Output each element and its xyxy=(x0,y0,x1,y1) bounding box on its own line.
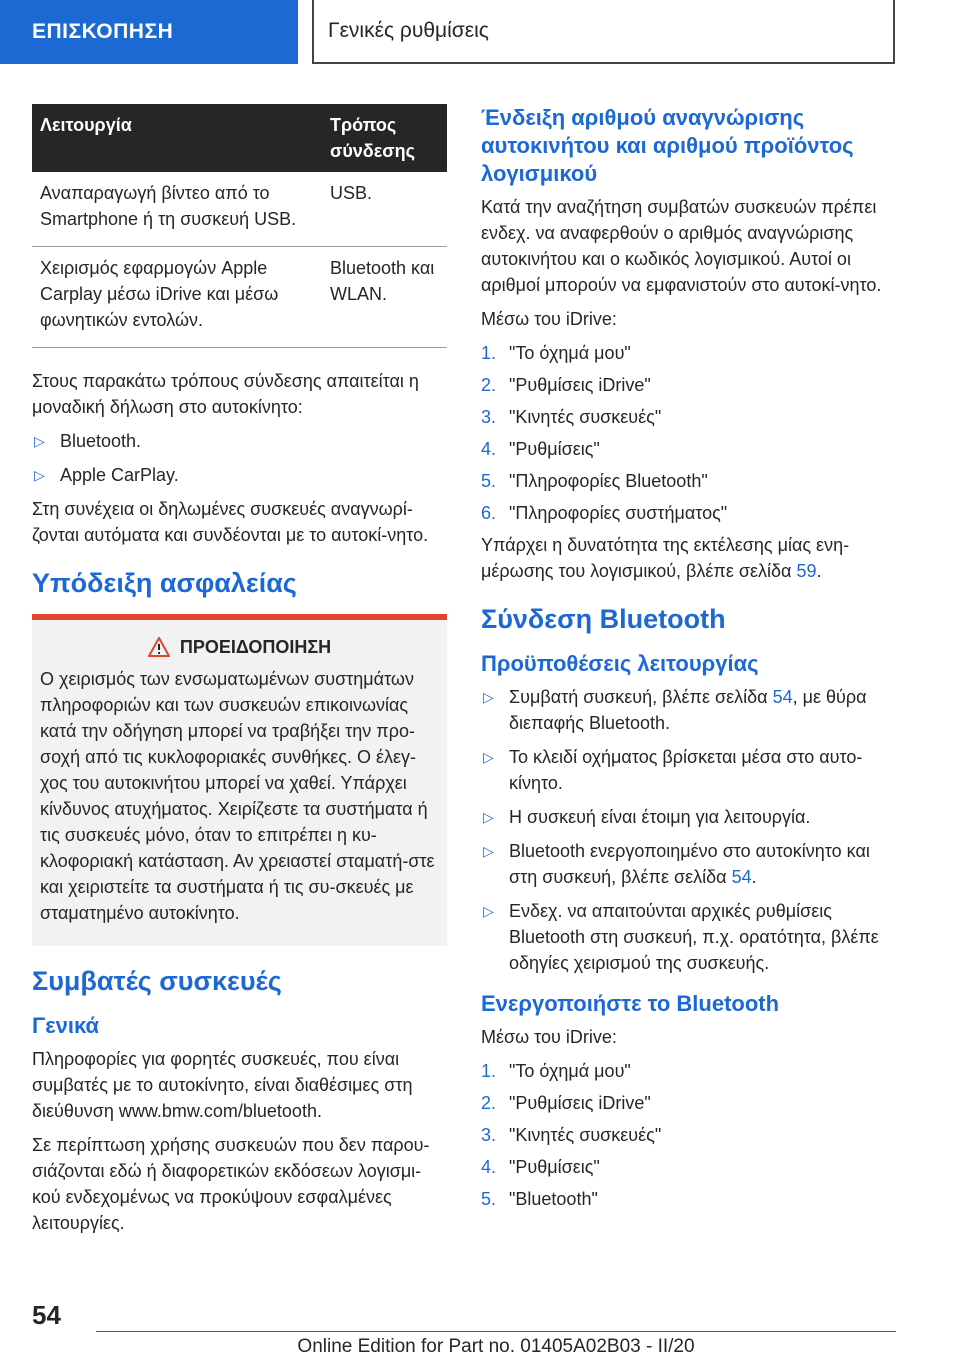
steps-list-1 xyxy=(481,340,896,526)
list-item: 4. "Ρυθμίσεις" xyxy=(481,439,600,459)
list-item: 6. "Πληροφορίες συστήματος" xyxy=(481,503,728,523)
prerequisites-list xyxy=(481,684,896,976)
list-item: 4. "Ρυθμίσεις" xyxy=(481,1157,600,1177)
triangle-bullet-icon: ▷ xyxy=(483,903,494,919)
list-item: ▷ Το κλειδί οχήματος βρίσκεται μέσα στο αυτο-κίνητο. xyxy=(481,744,896,796)
list-item: 2. "Ρυθμίσεις iDrive" xyxy=(481,1093,651,1113)
list-item: 1. "Το όχημά μου" xyxy=(481,1061,631,1081)
activate-bluetooth-heading: Ενεργοποιήστε το Bluetooth xyxy=(481,991,780,1016)
page-link[interactable]: 54 xyxy=(731,867,752,887)
list-item: 3. "Κινητές συσκευές" xyxy=(481,1125,662,1145)
page-link[interactable]: 54 xyxy=(772,687,793,707)
bluetooth-connection-heading: Σύνδεση Bluetooth xyxy=(481,604,726,634)
general-paragraph-2: Σε περίπτωση χρήσης συσκευών που δεν παρου-σιάζονται εδώ ή διαφορετικών εκδόσεων λογισμι-κού ενδεχομένως να προκύψουν εσφαλμένες λειτουργίες. xyxy=(32,1135,430,1233)
triangle-bullet-icon: ▷ xyxy=(483,843,494,859)
table-cell: Bluetooth και WLAN. xyxy=(322,247,447,348)
triangle-bullet-icon: ▷ xyxy=(483,689,494,705)
connection-table xyxy=(32,104,447,348)
id-paragraph: Κατά την αναζήτηση συμβατών συσκευών πρέπει ενδεχ. να αναφερθούν ο αριθμός αναγνώρισης αυτοκινήτου και ο κωδικός λογισμικού. Αυτοί οι αριθμοί μπορούν να εμφανιστούν στο αυτοκί-νητο. xyxy=(481,197,882,295)
list-item: ▷ Συμβατή συσκευή, βλέπε σελίδα 54, με θύρα διεπαφής Bluetooth. xyxy=(481,684,896,736)
page-number: 54 xyxy=(32,1300,61,1330)
steps-list-2 xyxy=(481,1058,896,1212)
list-item: 5. "Bluetooth" xyxy=(481,1189,598,1209)
list-item: ▷ Apple CarPlay. xyxy=(32,462,447,488)
list-item: 3. "Κινητές συσκευές" xyxy=(481,407,662,427)
list-item: ▷ Η συσκευή είναι έτοιμη για λειτουργία. xyxy=(481,804,896,830)
warning-title: ΠΡΟΕΙΔΟΠΟΙΗΣΗ xyxy=(179,637,332,657)
prerequisites-heading: Προϋποθέσεις λειτουργίας xyxy=(481,651,759,676)
via-idrive-label: Μέσω του iDrive: xyxy=(481,309,617,329)
after-paragraph: Στη συνέχεια οι δηλωμένες συσκευές αναγνωρί-ζονται αυτόματα και συνδέονται με το αυτοκί-νητο. xyxy=(32,499,429,545)
table-row xyxy=(32,247,447,348)
intro-paragraph: Στους παρακάτω τρόπους σύνδεσης απαιτείται η μοναδική δήλωση στο αυτοκίνητο: xyxy=(32,371,419,417)
update-paragraph: Υπάρχει η δυνατότητα της εκτέλεσης μίας ενη-μέρωσης του λογισμικού, βλέπε σελίδα 59. xyxy=(481,535,850,581)
connection-list xyxy=(32,428,447,488)
safety-heading: Υπόδειξη ασφαλείας xyxy=(32,568,297,598)
table-row xyxy=(32,172,447,247)
general-heading: Γενικά xyxy=(32,1013,100,1038)
list-item: ▷ Bluetooth. xyxy=(32,428,447,454)
left-column xyxy=(32,104,447,1244)
triangle-bullet-icon: ▷ xyxy=(34,433,45,449)
id-number-heading: Ένδειξη αριθμού αναγνώρισης αυτοκινήτου και αριθμού προϊόντος λογισμικού xyxy=(481,105,854,186)
table-cell: Χειρισμός εφαρμογών Apple Carplay μέσω iDrive και μέσω φωνητικών εντολών. xyxy=(32,247,322,348)
edition-footer: Online Edition for Part no. 01405A02B03 - II/20 xyxy=(297,1336,695,1357)
table-cell: Αναπαραγωγή βίντεο από το Smartphone ή τη συσκευή USB. xyxy=(32,172,322,247)
list-item: ▷ Bluetooth ενεργοποιημένο στο αυτοκίνητο και στη συσκευή, βλέπε σελίδα 54. xyxy=(481,838,896,890)
list-item: 1. "Το όχημά μου" xyxy=(481,343,631,363)
via-idrive-label-2: Μέσω του iDrive: xyxy=(481,1027,617,1047)
page-header-title: Γενικές ρυθμίσεις xyxy=(312,0,895,64)
footer-divider xyxy=(96,1331,896,1332)
compatible-devices-heading: Συμβατές συσκευές xyxy=(32,966,282,996)
general-paragraph-1: Πληροφορίες για φορητές συσκευές, που είναι συμβατές με το αυτοκίνητο, είναι διαθέσιμες στη διεύθυνση www.bmw.com/bluetooth. xyxy=(32,1049,413,1121)
table-header-function: Λειτουργία xyxy=(32,104,322,172)
triangle-bullet-icon: ▷ xyxy=(483,809,494,825)
table-cell: USB. xyxy=(322,172,447,247)
page-link[interactable]: 59 xyxy=(796,561,817,581)
list-item: 5. "Πληροφορίες Bluetooth" xyxy=(481,471,708,491)
warning-box xyxy=(32,614,447,946)
warning-triangle-icon xyxy=(148,637,170,657)
table-header-connection: Τρόπος σύνδεσης xyxy=(322,104,447,172)
right-column xyxy=(481,104,896,1218)
triangle-bullet-icon: ▷ xyxy=(34,467,45,483)
list-item: ▷ Ενδεχ. να απαιτούνται αρχικές ρυθμίσεις Bluetooth στη συσκευή, π.χ. ορατότητα, βλέπε οδηγίες χειρισμού της συσκευής. xyxy=(481,898,896,976)
warning-text: Ο χειρισμός των ενσωματωμένων συστημάτων πληροφοριών και των συσκευών επικοινωνίας κατά την οδήγηση μπορεί να τραβήξει την προ-σοχή από τις κυκλοφοριακές συνθήκες. Ο έλεγ-χος του αυτοκινήτου μπορεί να χαθεί. Υπάρχει κίνδυνος ατυχήματος. Χειρίζεστε τα συστήματα ή τις συσκευές μόνο, όταν το επιτρέπει η κυ-κλοφοριακή κατάσταση. Αν χρειαστεί σταματή-στε και χειριστείτε τα συστήματα ή τις συ-σκευές με σταματημένο αυτοκίνητο. xyxy=(40,669,435,923)
triangle-bullet-icon: ▷ xyxy=(483,749,494,765)
section-tab[interactable]: ΕΠΙΣΚΟΠΗΣΗ xyxy=(0,0,298,64)
list-item: 2. "Ρυθμίσεις iDrive" xyxy=(481,375,651,395)
